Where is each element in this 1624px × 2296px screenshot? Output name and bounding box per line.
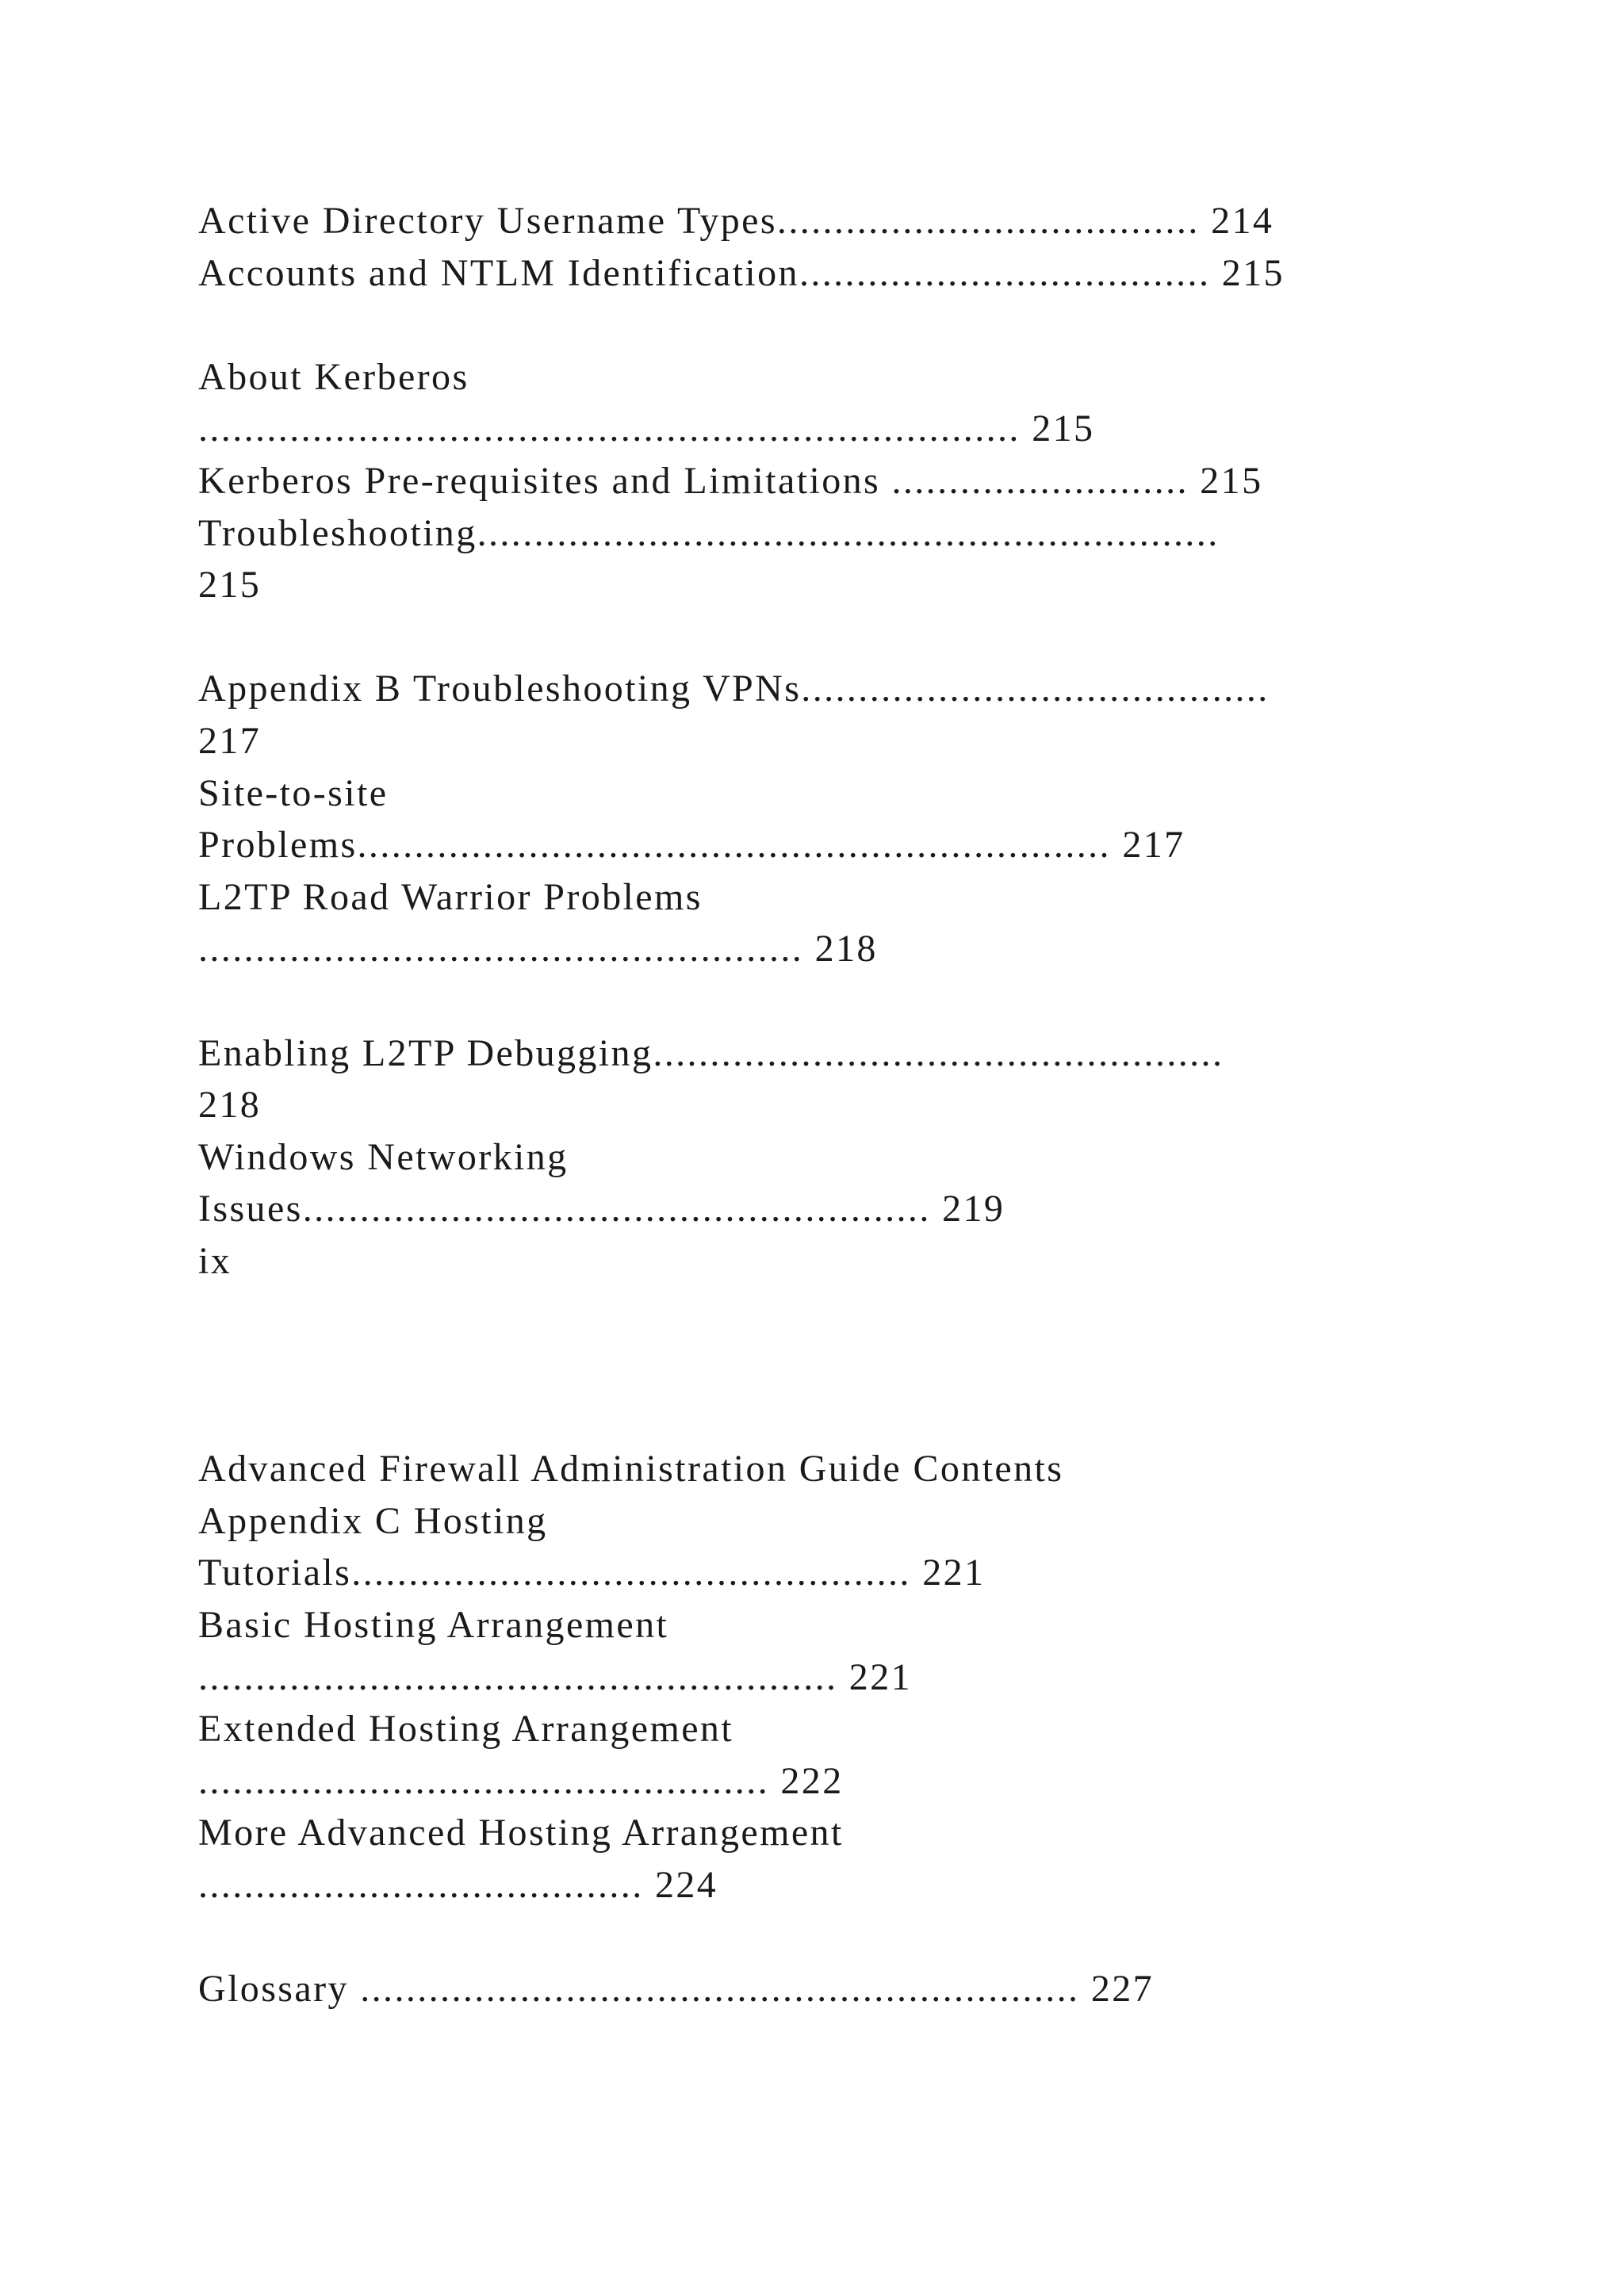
blank-line xyxy=(198,1391,1546,1444)
toc-line: Site-to-site xyxy=(198,771,389,814)
toc-line: Appendix B Troubleshooting VPNs......................................... xyxy=(198,668,1270,710)
section-heading: Advanced Firewall Administration Guide Contents xyxy=(198,1448,1064,1490)
toc-line: Windows Networking xyxy=(198,1135,569,1178)
toc-line: Kerberos Pre-requisites and Limitations .......................... 215 xyxy=(198,459,1263,502)
toc-line: Issues....................................................... 219 xyxy=(198,1188,1005,1230)
toc-line: Glossary ............................................................... 227 xyxy=(198,1968,1155,2011)
toc-line: 217 xyxy=(198,719,262,762)
toc-line: Basic Hosting Arrangement xyxy=(198,1604,669,1647)
toc-line: ....................................... 224 xyxy=(198,1864,718,1906)
toc-line: 218 xyxy=(198,1084,262,1127)
toc-line: L2TP Road Warrior Problems xyxy=(198,875,703,918)
toc-line: Appendix C Hosting xyxy=(198,1499,548,1542)
blank-line xyxy=(198,1911,1546,1964)
toc-line: ........................................................ 221 xyxy=(198,1655,912,1698)
toc-line: Problems.................................................................. 217 xyxy=(198,824,1185,867)
page-number: ix xyxy=(198,1239,232,1282)
blank-line xyxy=(198,611,1546,664)
toc-line: Extended Hosting Arrangement xyxy=(198,1708,734,1751)
blank-line xyxy=(198,1287,1546,1339)
toc-line: ........................................................................ 215 xyxy=(198,408,1095,450)
toc-line: Accounts and NTLM Identification.................................... 215 xyxy=(198,251,1285,294)
blank-line xyxy=(198,975,1546,1027)
blank-line xyxy=(198,299,1546,351)
toc-line: More Advanced Hosting Arrangement xyxy=(198,1812,844,1854)
toc-line: About Kerberos xyxy=(198,355,469,398)
toc-line: ..................................................... 218 xyxy=(198,928,878,970)
toc-line: Troubleshooting................................................................. xyxy=(198,511,1220,554)
toc-line: Enabling L2TP Debugging.................................................. xyxy=(198,1031,1224,1074)
blank-line xyxy=(198,1339,1546,1391)
toc-line: 215 xyxy=(198,564,262,607)
toc-line: Tutorials................................................. 221 xyxy=(198,1552,986,1594)
toc-line: Active Directory Username Types..................................... 214 xyxy=(198,200,1274,242)
table-of-contents xyxy=(198,195,1546,2015)
toc-line: .................................................. 222 xyxy=(198,1759,844,1802)
